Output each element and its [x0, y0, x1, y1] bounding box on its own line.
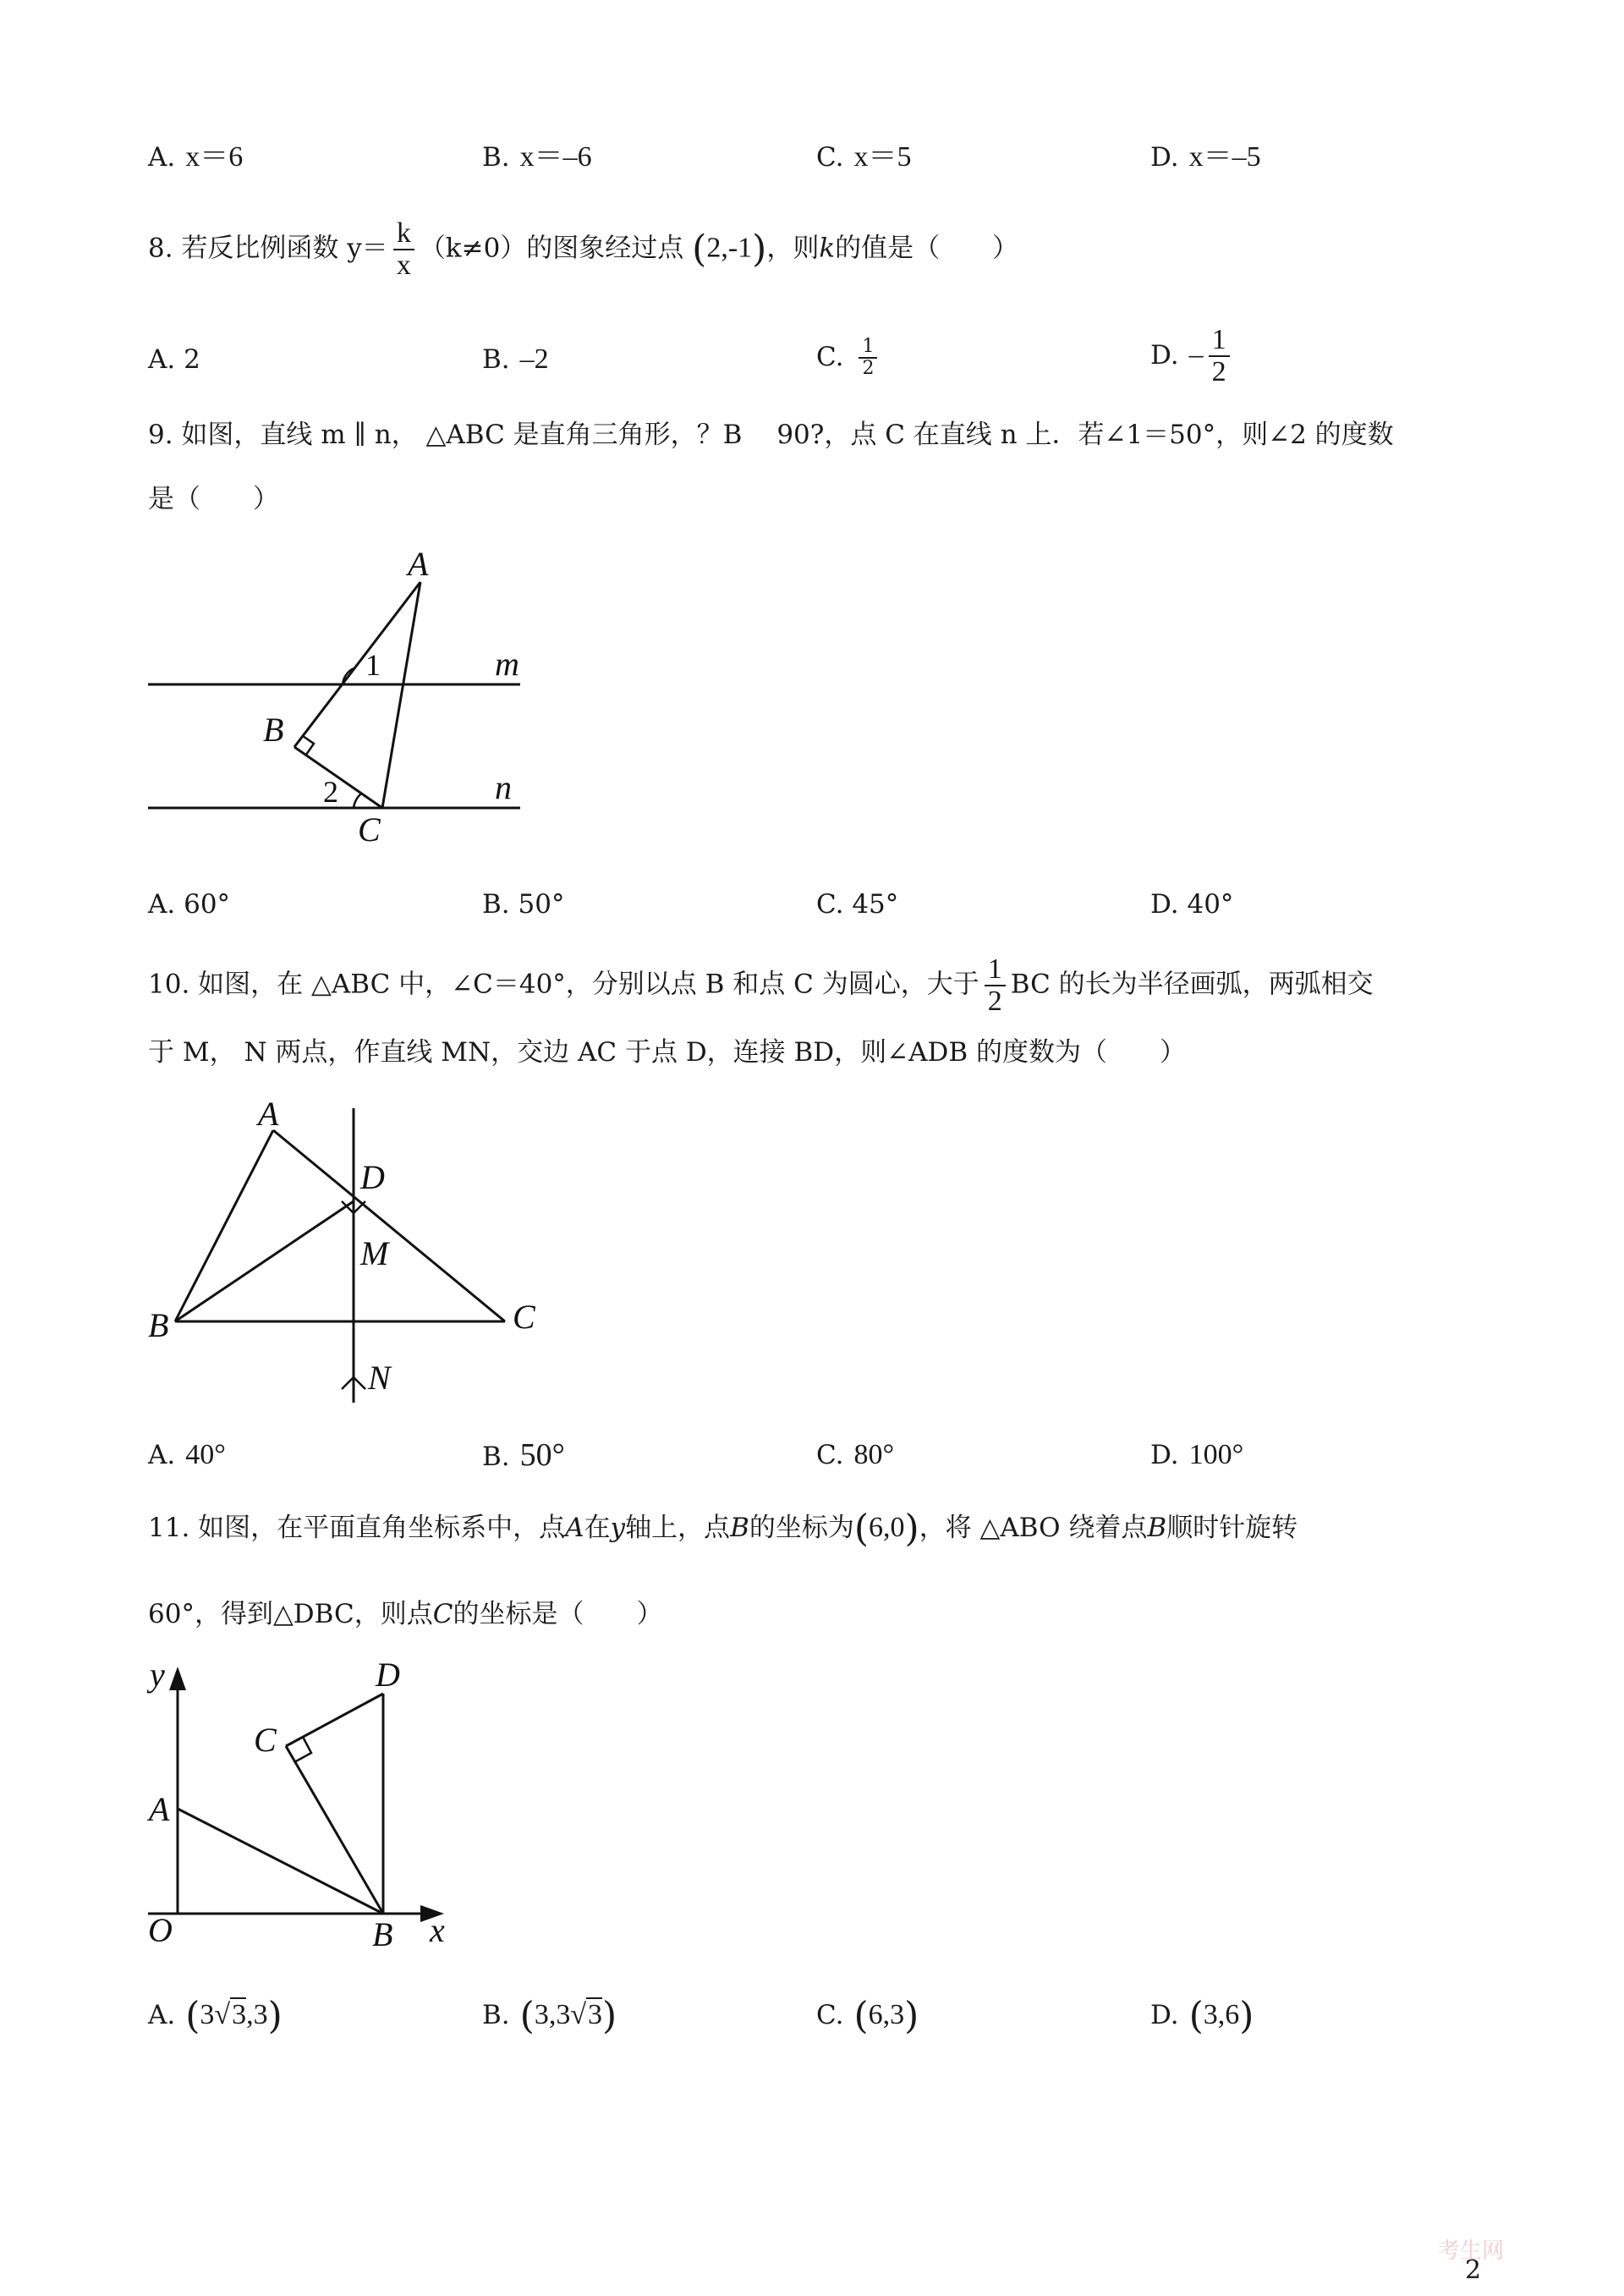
option-text: x＝5 — [853, 141, 912, 173]
q10-stem-line2: 于 M， N 两点，作直线 MN，交边 AC 于点 D，连接 BD，则∠ADB 的度数为（ ） — [148, 1037, 1187, 1068]
q8-point: 2,-1 — [706, 232, 753, 264]
option-coefficient: 3 — [200, 1999, 215, 2030]
option-label: A. — [148, 889, 176, 920]
option-radicand: 3 — [232, 1999, 247, 2030]
option-text: 3,6 — [1203, 1999, 1240, 2030]
option-text: 40° — [1187, 889, 1234, 920]
option-label: A. — [148, 1440, 176, 1470]
option-radicand: 3 — [587, 1999, 602, 2030]
option-text: 50° — [518, 889, 565, 920]
q11-point-b-2: B — [1147, 1513, 1167, 1543]
option-label: C. — [816, 2000, 844, 2030]
q8-condition: （k≠0）的图象经过点 — [419, 233, 684, 264]
label-c: C — [513, 1298, 535, 1336]
option-label: C. — [816, 341, 844, 372]
option-label: B. — [482, 889, 510, 920]
label-d: D — [376, 1656, 400, 1694]
option-label: A. — [148, 344, 176, 375]
label-y: y — [150, 1656, 165, 1694]
label-a: A — [258, 1095, 279, 1133]
option-text: –2 — [519, 343, 549, 375]
option-label: B. — [482, 1442, 510, 1472]
option-text: 2 — [184, 344, 200, 375]
option-text: 100° — [1188, 1439, 1244, 1470]
q11-text-mid2: 轴上，点 — [625, 1513, 731, 1543]
label-a: A — [408, 545, 429, 583]
q11-text-line2-post: 的坐标是（ ） — [453, 1599, 663, 1629]
label-d: D — [360, 1158, 385, 1196]
option-label: D. — [1150, 142, 1179, 173]
q10-text-post: BC 的长为半径画弧，两弧相交 — [1010, 969, 1374, 1000]
q11-point-a: A — [565, 1513, 584, 1543]
label-b: B — [372, 1915, 393, 1953]
option-label: D. — [1150, 2000, 1179, 2030]
label-m: m — [495, 645, 519, 683]
label-b: B — [263, 711, 284, 749]
option-label: B. — [482, 2000, 510, 2030]
label-b: B — [148, 1306, 169, 1344]
q11-option-a: A. (3√3,3) — [148, 1994, 283, 2038]
fraction-denominator: x — [396, 250, 411, 281]
q11-text-line2-pre: 60°，得到△DBC，则点 — [148, 1599, 433, 1629]
fraction-denominator: 2 — [987, 986, 1002, 1017]
q9-stem-line2: 是（ ） — [148, 484, 279, 514]
option-text: 60° — [184, 889, 231, 920]
option-label: A. — [148, 142, 176, 173]
option-text: 45° — [852, 889, 899, 920]
option-label: B. — [482, 344, 510, 375]
option-text: 6,3 — [868, 1999, 905, 2030]
q9-stem-line1: 9. 如图，直线 m ∥ n， △ABC 是直角三角形，？B 90?，点 C 在直线 n 上．若∠1＝50°，则∠2 的度数 — [148, 420, 1394, 450]
label-x: x — [430, 1911, 445, 1949]
option-label: A. — [148, 2000, 176, 2030]
label-m: M — [360, 1234, 389, 1272]
q8-text-tail: 的值是（ ） — [835, 233, 1019, 264]
label-a: A — [149, 1790, 170, 1828]
y-axis-arrow — [169, 1667, 186, 1690]
fraction-numerator: 1 — [859, 337, 877, 359]
q11-point-b: B — [730, 1513, 749, 1543]
option-text: 80° — [853, 1439, 895, 1470]
label-o: O — [148, 1911, 173, 1949]
q8-variable: k — [819, 233, 836, 264]
q8-stem: 8. 若反比例函数 y＝ $\frac{k}{x}$ （k≠0）的图象经过点 (2,-1)，则k的值是（ ） — [148, 217, 1019, 281]
segment-dc — [286, 1694, 383, 1746]
q8-text-post: ，则 — [766, 233, 820, 264]
label-angle-2: 2 — [323, 775, 338, 809]
label-n: n — [495, 768, 512, 806]
option-text: 50° — [519, 1437, 565, 1473]
q11-stem-line1: 11. 如图，在平面直角坐标系中，点A在y轴上，点B的坐标为(6,0)，将 △ABO 绕着点B顺时针旋转 — [148, 1507, 1298, 1551]
option-label: C. — [816, 1440, 844, 1470]
option-label: B. — [482, 142, 510, 173]
fraction-denominator: 2 — [1211, 356, 1226, 387]
q8-text-pre: 若反比例函数 y＝ — [181, 233, 388, 264]
fraction-denominator: 2 — [862, 358, 875, 379]
option-text: x＝6 — [185, 141, 244, 173]
fraction-numerator: k — [393, 218, 414, 250]
option-label: D. — [1150, 1440, 1179, 1470]
option-label: D. — [1150, 339, 1179, 371]
fraction-numerator: 1 — [985, 954, 1006, 986]
q11-axis-y: y — [610, 1513, 626, 1543]
q10-text-pre: 10. 如图，在 △ABC 中，∠C＝40°，分别以点 B 和点 C 为圆心，大于 — [148, 969, 979, 1000]
option-label: D. — [1150, 889, 1179, 920]
q11-text-tail: 顺时针旋转 — [1166, 1513, 1298, 1543]
q11-coordinate: 6,0 — [869, 1512, 905, 1543]
q11-text-post: ，将 △ABO 绕着点 — [919, 1513, 1148, 1543]
option-sign: – — [1188, 338, 1204, 371]
option-text: x＝–5 — [1188, 141, 1261, 173]
option-label: C. — [816, 142, 844, 173]
fraction-numerator: 1 — [1209, 325, 1230, 357]
option-text: x＝–6 — [519, 141, 592, 173]
option-label: C. — [816, 889, 844, 920]
watermark-logo: 考生网 — [1438, 2238, 1505, 2264]
label-c: C — [358, 810, 381, 849]
q11-option-d: D. (3,6) — [1150, 1994, 1254, 2038]
question-number: 8. — [148, 233, 173, 264]
label-angle-1: 1 — [365, 648, 381, 682]
q11-option-b: B. (3,3√3) — [482, 1994, 617, 2038]
option-coefficient: 3,3 — [534, 1999, 571, 2030]
label-c: C — [254, 1721, 277, 1759]
option-rest: ,3 — [246, 1999, 268, 2030]
page-number: 2 — [1465, 2255, 1482, 2285]
q11-text-pre: 11. 如图，在平面直角坐标系中，点 — [148, 1513, 566, 1543]
label-n: N — [368, 1359, 391, 1397]
option-text: 40° — [185, 1439, 226, 1470]
q11-text-mid3: 的坐标为 — [749, 1513, 854, 1543]
q11-option-c: C. (6,3) — [816, 1994, 919, 2038]
q11-point-c: C — [432, 1599, 453, 1629]
q11-text-mid1: 在 — [584, 1513, 611, 1543]
